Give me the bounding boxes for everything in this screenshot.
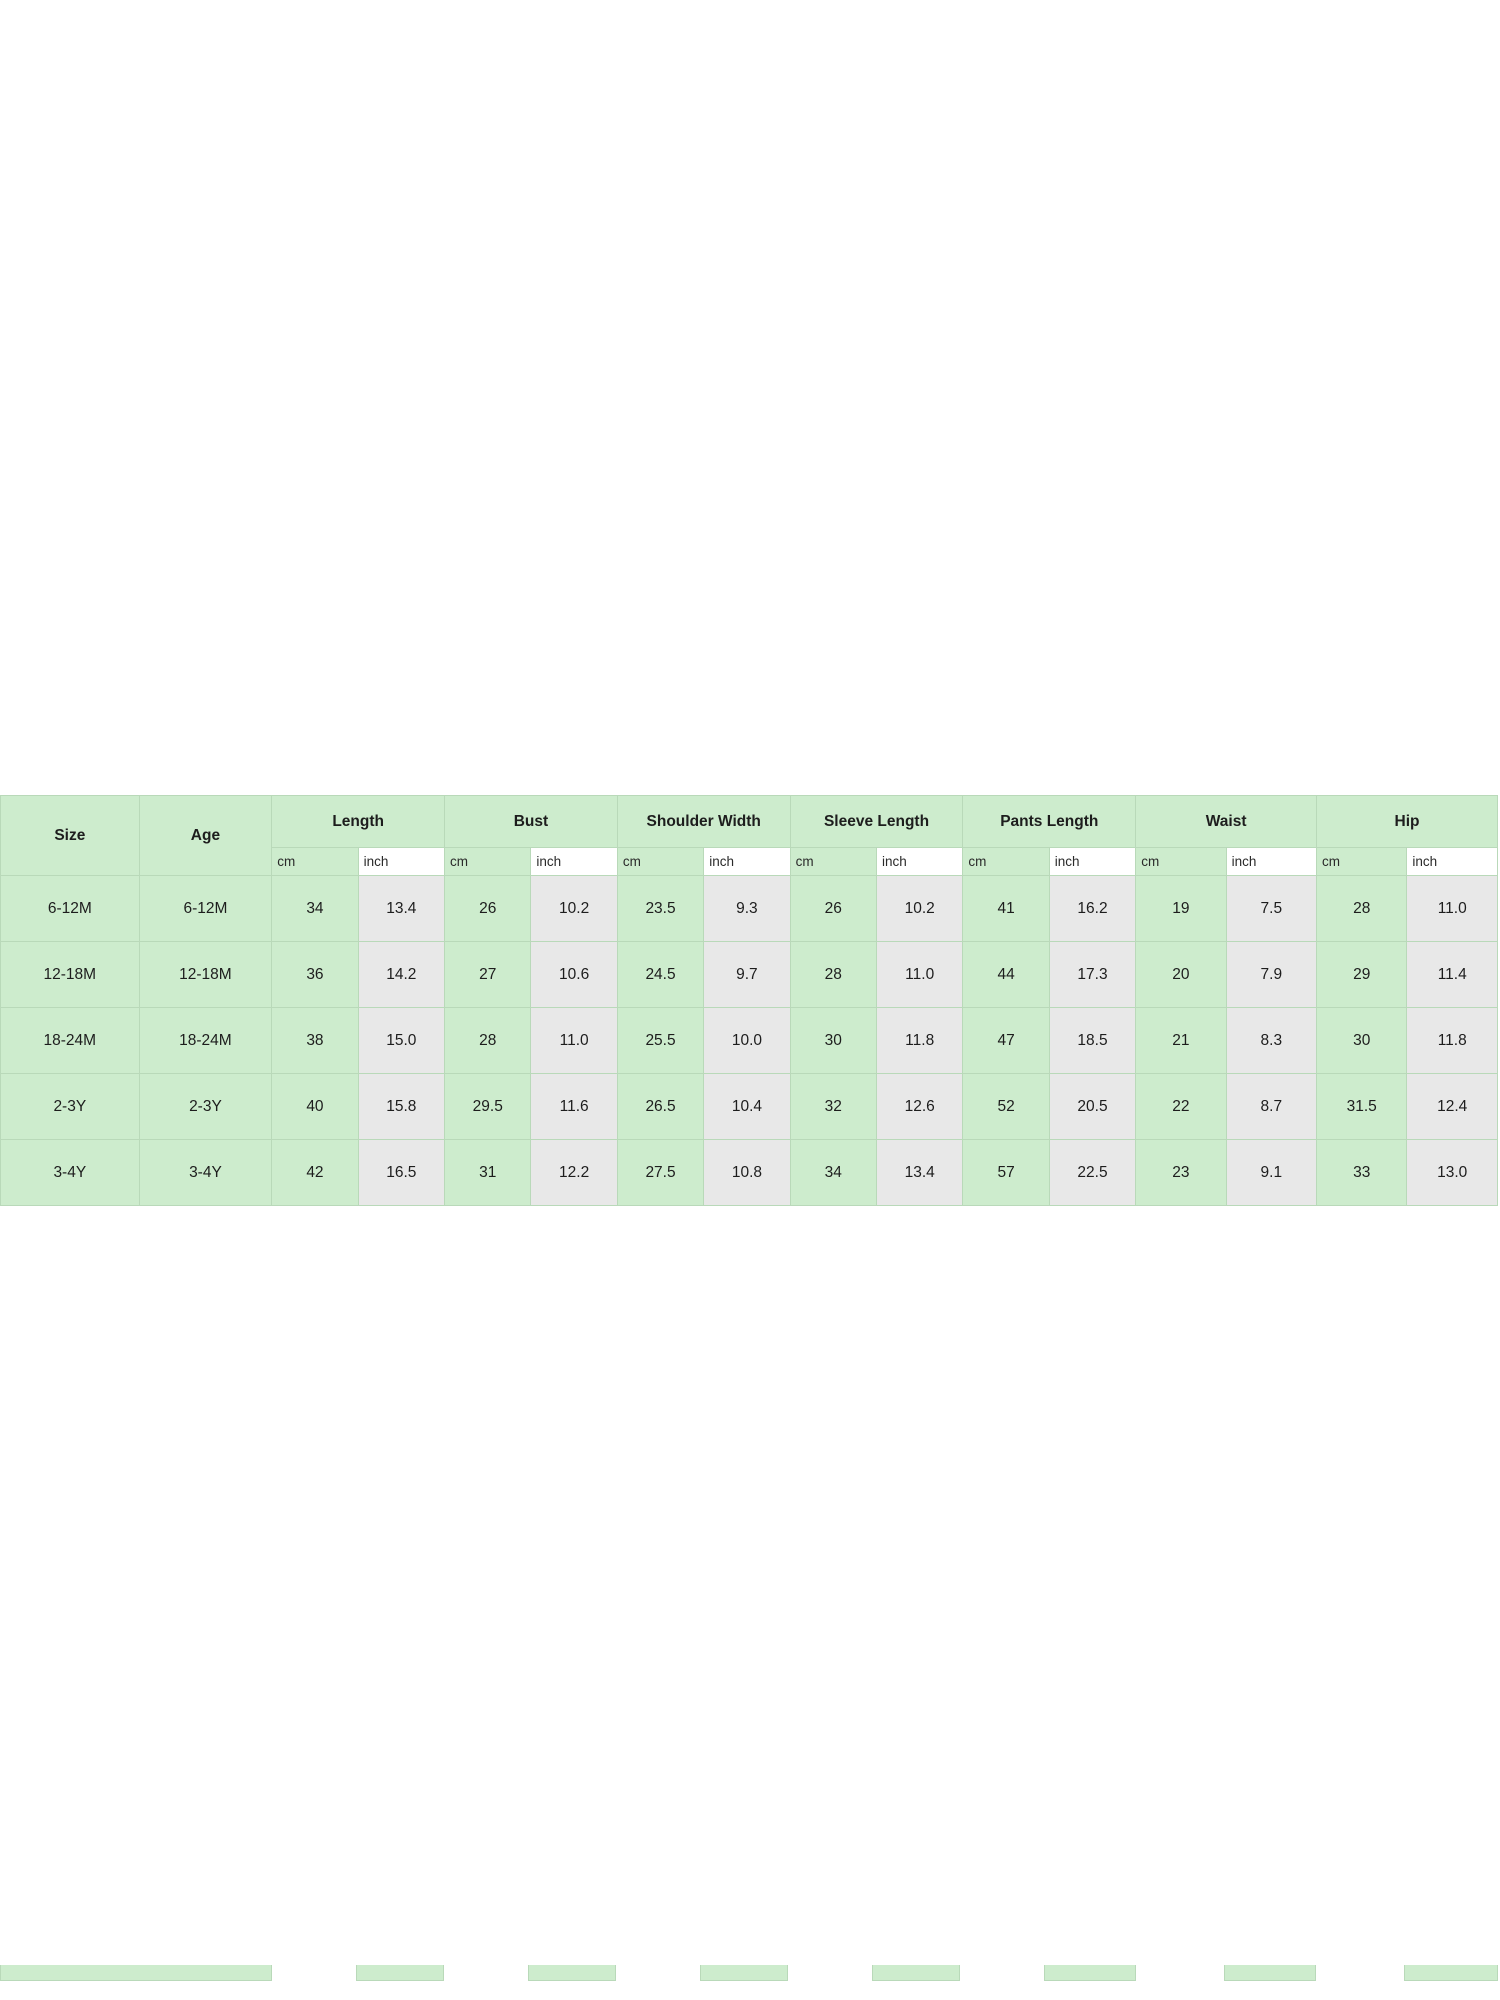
cell-hip-inch: 13.0: [1407, 1140, 1498, 1206]
cell-waist-cm: 23: [1136, 1140, 1226, 1206]
cell-shoulder-inch: 10.4: [704, 1074, 790, 1140]
column-header-bust: Bust: [445, 796, 618, 848]
cell-shoulder-cm: 25.5: [617, 1008, 703, 1074]
cell-shoulder-inch: 9.3: [704, 876, 790, 942]
cell-length-inch: 16.5: [358, 1140, 444, 1206]
cell-waist-inch: 9.1: [1226, 1140, 1316, 1206]
unit-header-pants-inch: inch: [1049, 848, 1135, 876]
cell-pants-inch: 22.5: [1049, 1140, 1135, 1206]
filler-gap-4: [787, 1965, 873, 1981]
column-header-length: Length: [272, 796, 445, 848]
cell-bust-inch: 11.6: [531, 1074, 617, 1140]
cell-hip-inch: 11.8: [1407, 1008, 1498, 1074]
column-header-size: Size: [1, 796, 140, 876]
filler-gap-5: [959, 1965, 1045, 1981]
cell-waist-inch: 7.5: [1226, 876, 1316, 942]
cell-bust-inch: 12.2: [531, 1140, 617, 1206]
unit-header-bust-cm: cm: [445, 848, 531, 876]
cell-sleeve-cm: 28: [790, 942, 876, 1008]
cell-age: 3-4Y: [139, 1140, 272, 1206]
cell-length-cm: 42: [272, 1140, 358, 1206]
cell-bust-inch: 10.2: [531, 876, 617, 942]
cell-length-inch: 15.0: [358, 1008, 444, 1074]
unit-header-hip-inch: inch: [1407, 848, 1498, 876]
cell-bust-cm: 26: [445, 876, 531, 942]
cell-pants-cm: 44: [963, 942, 1049, 1008]
column-header-sleeve-length: Sleeve Length: [790, 796, 963, 848]
filler-gap-3: [615, 1965, 701, 1981]
cell-waist-inch: 8.3: [1226, 1008, 1316, 1074]
cell-bust-inch: 11.0: [531, 1008, 617, 1074]
column-header-age: Age: [139, 796, 272, 876]
cell-pants-cm: 41: [963, 876, 1049, 942]
cell-shoulder-cm: 23.5: [617, 876, 703, 942]
table-row: [1, 1140, 1498, 1206]
size-chart-table: [0, 795, 1498, 1206]
cell-sleeve-inch: 13.4: [877, 1140, 963, 1206]
filler-gap-2: [443, 1965, 529, 1981]
cell-length-cm: 40: [272, 1074, 358, 1140]
unit-header-waist-cm: cm: [1136, 848, 1226, 876]
cell-bust-cm: 29.5: [445, 1074, 531, 1140]
cell-bust-cm: 31: [445, 1140, 531, 1206]
cell-sleeve-inch: 10.2: [877, 876, 963, 942]
cell-shoulder-inch: 10.8: [704, 1140, 790, 1206]
cell-length-inch: 14.2: [358, 942, 444, 1008]
cell-bust-inch: 10.6: [531, 942, 617, 1008]
cell-sleeve-cm: 32: [790, 1074, 876, 1140]
cell-pants-inch: 18.5: [1049, 1008, 1135, 1074]
cell-hip-cm: 31.5: [1317, 1074, 1407, 1140]
cell-size: 12-18M: [1, 942, 140, 1008]
cell-pants-cm: 47: [963, 1008, 1049, 1074]
cell-waist-cm: 19: [1136, 876, 1226, 942]
cell-sleeve-cm: 26: [790, 876, 876, 942]
cell-length-inch: 13.4: [358, 876, 444, 942]
unit-header-bust-inch: inch: [531, 848, 617, 876]
cell-size: 18-24M: [1, 1008, 140, 1074]
size-chart-table-wrapper: [0, 795, 1500, 1206]
cell-pants-cm: 52: [963, 1074, 1049, 1140]
cell-length-cm: 36: [272, 942, 358, 1008]
cell-size: 6-12M: [1, 876, 140, 942]
cell-waist-inch: 8.7: [1226, 1074, 1316, 1140]
cell-bust-cm: 27: [445, 942, 531, 1008]
table-row: [1, 1074, 1498, 1140]
cell-age: 18-24M: [139, 1008, 272, 1074]
unit-header-hip-cm: cm: [1317, 848, 1407, 876]
column-header-waist: Waist: [1136, 796, 1317, 848]
cell-age: 12-18M: [139, 942, 272, 1008]
filler-gap-1: [271, 1965, 357, 1981]
unit-header-pants-cm: cm: [963, 848, 1049, 876]
unit-header-length-inch: inch: [358, 848, 444, 876]
cell-size: 2-3Y: [1, 1074, 140, 1140]
cell-length-cm: 34: [272, 876, 358, 942]
table-row: [1, 1008, 1498, 1074]
cell-sleeve-cm: 34: [790, 1140, 876, 1206]
cell-sleeve-inch: 11.8: [877, 1008, 963, 1074]
table-header-groups: [1, 796, 1498, 848]
column-header-pants-length: Pants Length: [963, 796, 1136, 848]
unit-header-shoulder-inch: inch: [704, 848, 790, 876]
cell-waist-inch: 7.9: [1226, 942, 1316, 1008]
cell-hip-inch: 11.0: [1407, 876, 1498, 942]
unit-header-sleeve-cm: cm: [790, 848, 876, 876]
cell-shoulder-inch: 9.7: [704, 942, 790, 1008]
cell-pants-inch: 17.3: [1049, 942, 1135, 1008]
cell-age: 6-12M: [139, 876, 272, 942]
cell-size: 3-4Y: [1, 1140, 140, 1206]
column-header-shoulder-width: Shoulder Width: [617, 796, 790, 848]
cell-shoulder-cm: 24.5: [617, 942, 703, 1008]
cell-hip-cm: 30: [1317, 1008, 1407, 1074]
cell-hip-inch: 12.4: [1407, 1074, 1498, 1140]
filler-gap-7: [1315, 1965, 1405, 1981]
table-row: [1, 942, 1498, 1008]
cell-waist-cm: 21: [1136, 1008, 1226, 1074]
table-row: [1, 876, 1498, 942]
unit-header-sleeve-inch: inch: [877, 848, 963, 876]
cell-hip-cm: 29: [1317, 942, 1407, 1008]
cell-hip-inch: 11.4: [1407, 942, 1498, 1008]
unit-header-length-cm: cm: [272, 848, 358, 876]
cell-sleeve-inch: 11.0: [877, 942, 963, 1008]
cell-age: 2-3Y: [139, 1074, 272, 1140]
cell-pants-inch: 16.2: [1049, 876, 1135, 942]
cell-hip-cm: 28: [1317, 876, 1407, 942]
cell-pants-cm: 57: [963, 1140, 1049, 1206]
table-bottom-filler: [0, 1965, 1498, 1981]
column-header-hip: Hip: [1317, 796, 1498, 848]
cell-waist-cm: 20: [1136, 942, 1226, 1008]
cell-sleeve-inch: 12.6: [877, 1074, 963, 1140]
cell-length-cm: 38: [272, 1008, 358, 1074]
unit-header-waist-inch: inch: [1226, 848, 1316, 876]
cell-waist-cm: 22: [1136, 1074, 1226, 1140]
cell-sleeve-cm: 30: [790, 1008, 876, 1074]
cell-length-inch: 15.8: [358, 1074, 444, 1140]
cell-pants-inch: 20.5: [1049, 1074, 1135, 1140]
cell-shoulder-cm: 27.5: [617, 1140, 703, 1206]
cell-shoulder-inch: 10.0: [704, 1008, 790, 1074]
cell-hip-cm: 33: [1317, 1140, 1407, 1206]
filler-gap-6: [1135, 1965, 1225, 1981]
unit-header-shoulder-cm: cm: [617, 848, 703, 876]
cell-shoulder-cm: 26.5: [617, 1074, 703, 1140]
cell-bust-cm: 28: [445, 1008, 531, 1074]
